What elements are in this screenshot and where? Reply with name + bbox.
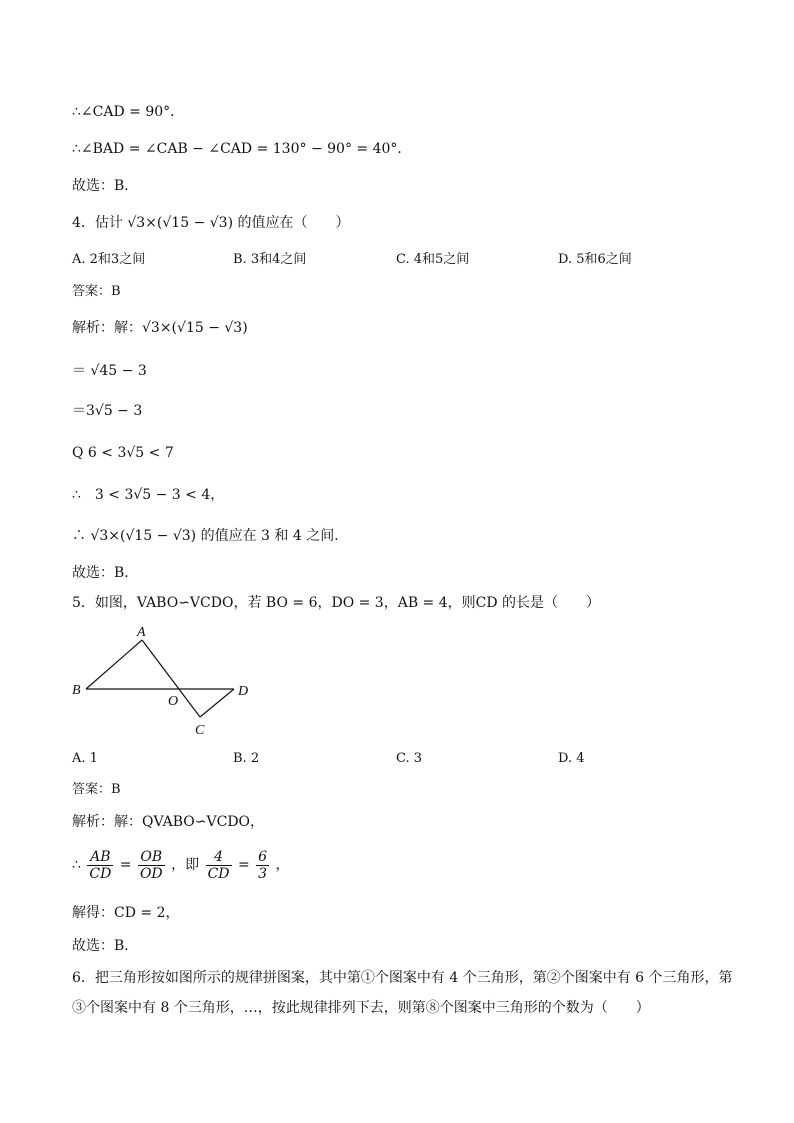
question-6-line-2: ③个图案中有 8 个三角形，…，按此规律排列下去，则第⑧个图案中三角形的个数为（ ） — [72, 1000, 650, 1016]
q4-option-d: D. 5和6之间 — [558, 252, 632, 267]
question-5: 5．如图，VABO∽VCDO，若 BO = 6，DO = 3，AB = 4，则CD 的长是（ ） — [72, 595, 601, 611]
q5-solution-2: ∴ $\frac{AB}{CD}$ = $\frac{OB}{OD}$ ，即 $\frac{4}{CD}$ = $\frac{6}{3}$ ， — [72, 848, 290, 882]
q5-solution-1: 解析：解：QVABO∽VCDO， — [72, 814, 265, 830]
q4-solution-4: Q 6 < 3√5 < 7 — [72, 445, 174, 461]
q5-option-b: B. 2 — [233, 751, 260, 766]
q4-option-b: B. 3和4之间 — [233, 252, 307, 267]
q4-solution-6: ∴ √3×(√15 − √3) 的值应在 3 和 4 之间． — [72, 528, 349, 544]
line-cad: ∴∠CAD = 90°． — [72, 104, 185, 120]
q5-option-c: C. 3 — [396, 751, 423, 766]
segment-cd — [200, 689, 234, 717]
label-c: C — [195, 723, 205, 738]
q5-option-a: A. 1 — [72, 751, 98, 766]
line-select-prev: 故选：B． — [72, 178, 139, 194]
triangle-figure — [66, 620, 266, 740]
line-bad: ∴∠BAD = ∠CAB − ∠CAD = 130° − 90° = 40°． — [72, 141, 412, 157]
q5-answer: 答案：B — [72, 782, 121, 797]
fraction-6-3: $\frac{6}{3}$ — [258, 848, 268, 882]
question-4: 4．估计 √3×(√15 − √3) 的值应在（ ） — [72, 215, 350, 231]
q4-solution-5: ∴ 3 < 3√5 − 3 < 4， — [72, 487, 225, 503]
q4-answer: 答案：B — [72, 284, 121, 299]
label-d: D — [238, 684, 249, 699]
q4-option-c: C. 4和5之间 — [396, 252, 470, 267]
q4-solution-2: ＝ √45 − 3 — [72, 363, 147, 379]
q4-option-a: A. 2和3之间 — [72, 252, 146, 267]
q5-solution-3: 解得：CD = 2， — [72, 905, 180, 921]
q4-solution-1: 解析：解：√3×(√15 − √3) — [72, 320, 248, 336]
q5-select: 故选：B． — [72, 938, 139, 954]
label-b: B — [72, 683, 81, 698]
fraction-ab-cd: $\frac{AB}{CD}$ — [89, 848, 112, 882]
segment-ba — [86, 640, 142, 689]
label-a: A — [137, 625, 146, 640]
q4-solution-3: ＝3√5 − 3 — [72, 403, 143, 419]
fraction-4-cd: $\frac{4}{CD}$ — [207, 848, 230, 882]
q5-option-d: D. 4 — [558, 751, 585, 766]
therefore-sign: ∴ — [72, 857, 81, 873]
question-6-line-1: 6．把三角形按如图所示的规律拼图案，其中第①个图案中有 4 个三角形，第②个图案中有 6 个三角形，第 — [72, 970, 733, 986]
fraction-ob-od: $\frac{OB}{OD}$ — [139, 848, 163, 882]
label-o: O — [168, 694, 179, 709]
q4-select: 故选：B． — [72, 565, 139, 581]
end-comma: ， — [275, 857, 290, 873]
connector-text: ，即 — [171, 857, 200, 873]
